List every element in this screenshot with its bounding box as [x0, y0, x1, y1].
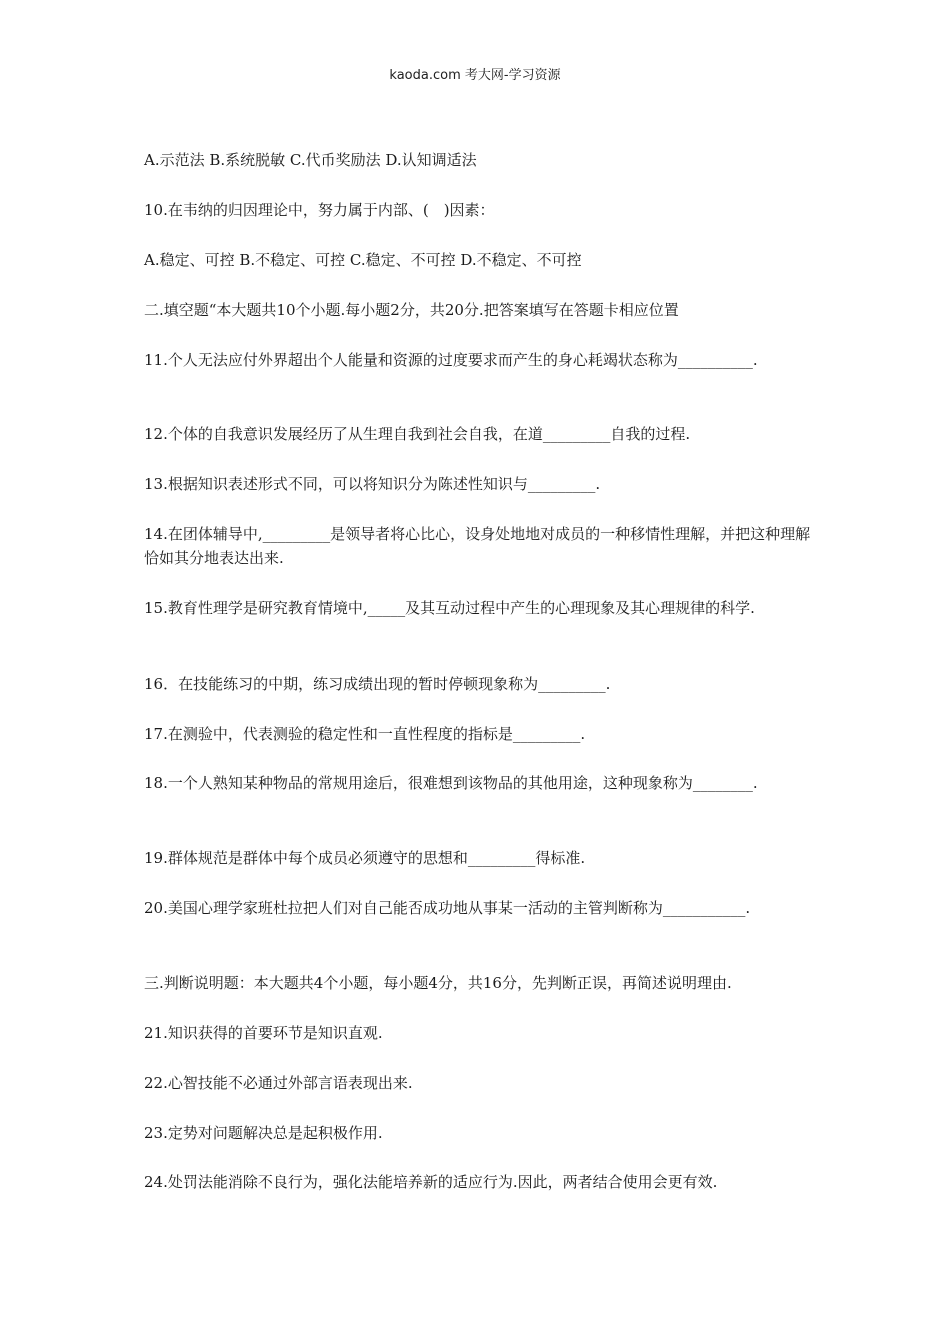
question-16: 16．在技能练习的中期，练习成绩出现的暂时停顿现象称为_________. [144, 675, 611, 693]
question-10-options: A.稳定、可控 B.不稳定、可控 C.稳定、不可控 D.不稳定、不可控 [144, 251, 582, 269]
question-21: 21.知识获得的首要环节是知识直观. [144, 1024, 383, 1042]
question-17: 17.在测验中，代表测验的稳定性和一直性程度的指标是_________. [144, 725, 586, 743]
question-13: 13.根据知识表述形式不同，可以将知识分为陈述性知识与_________. [144, 475, 601, 493]
question-24: 24.处罚法能消除不良行为，强化法能培养新的适应行为.因此，两者结合使用会更有效. [144, 1173, 718, 1191]
section-2-heading: 二.填空题“本大题共10个小题.每小题2分，共20分.把答案填写在答题卡相应位置 [144, 301, 679, 319]
question-10: 10.在韦纳的归因理论中，努力属于内部、( )因素： [144, 201, 495, 219]
question-14: 14.在团体辅导中,_________是领导者将心比心，设身处地地对成员的一种移情性理解，并把这种理解恰如其分地表达出来. [144, 525, 811, 567]
question-19: 19.群体规范是群体中每个成员必须遵守的思想和_________得标准. [144, 849, 586, 867]
page-header: kaoda.com 考大网-学习资源 [389, 68, 561, 83]
question-12: 12.个体的自我意识发展经历了从生理自我到社会自我，在道_________自我的过程. [144, 425, 691, 443]
question-9-options: A.示范法 B.系统脱敏 C.代币奖励法 D.认知调适法 [144, 151, 477, 169]
section-3-heading: 三.判断说明题：本大题共4个小题，每小题4分，共16分，先判断正误，再简述说明理由. [144, 974, 732, 992]
question-22: 22.心智技能不必通过外部言语表现出来. [144, 1074, 413, 1092]
question-11: 11.个人无法应付外界超出个人能量和资源的过度要求而产生的身心耗竭状态称为__________. [144, 351, 758, 369]
question-15: 15.教育性理学是研究教育情境中,_____及其互动过程中产生的心理现象及其心理规律的科学. [144, 599, 755, 617]
question-18: 18.一个人熟知某种物品的常规用途后，很难想到该物品的其他用途，这种现象称为________. [144, 774, 758, 792]
question-23: 23.定势对问题解决总是起积极作用. [144, 1124, 383, 1142]
question-20: 20.美国心理学家班杜拉把人们对自己能否成功地从事某一活动的主管判断称为___________. [144, 899, 751, 917]
